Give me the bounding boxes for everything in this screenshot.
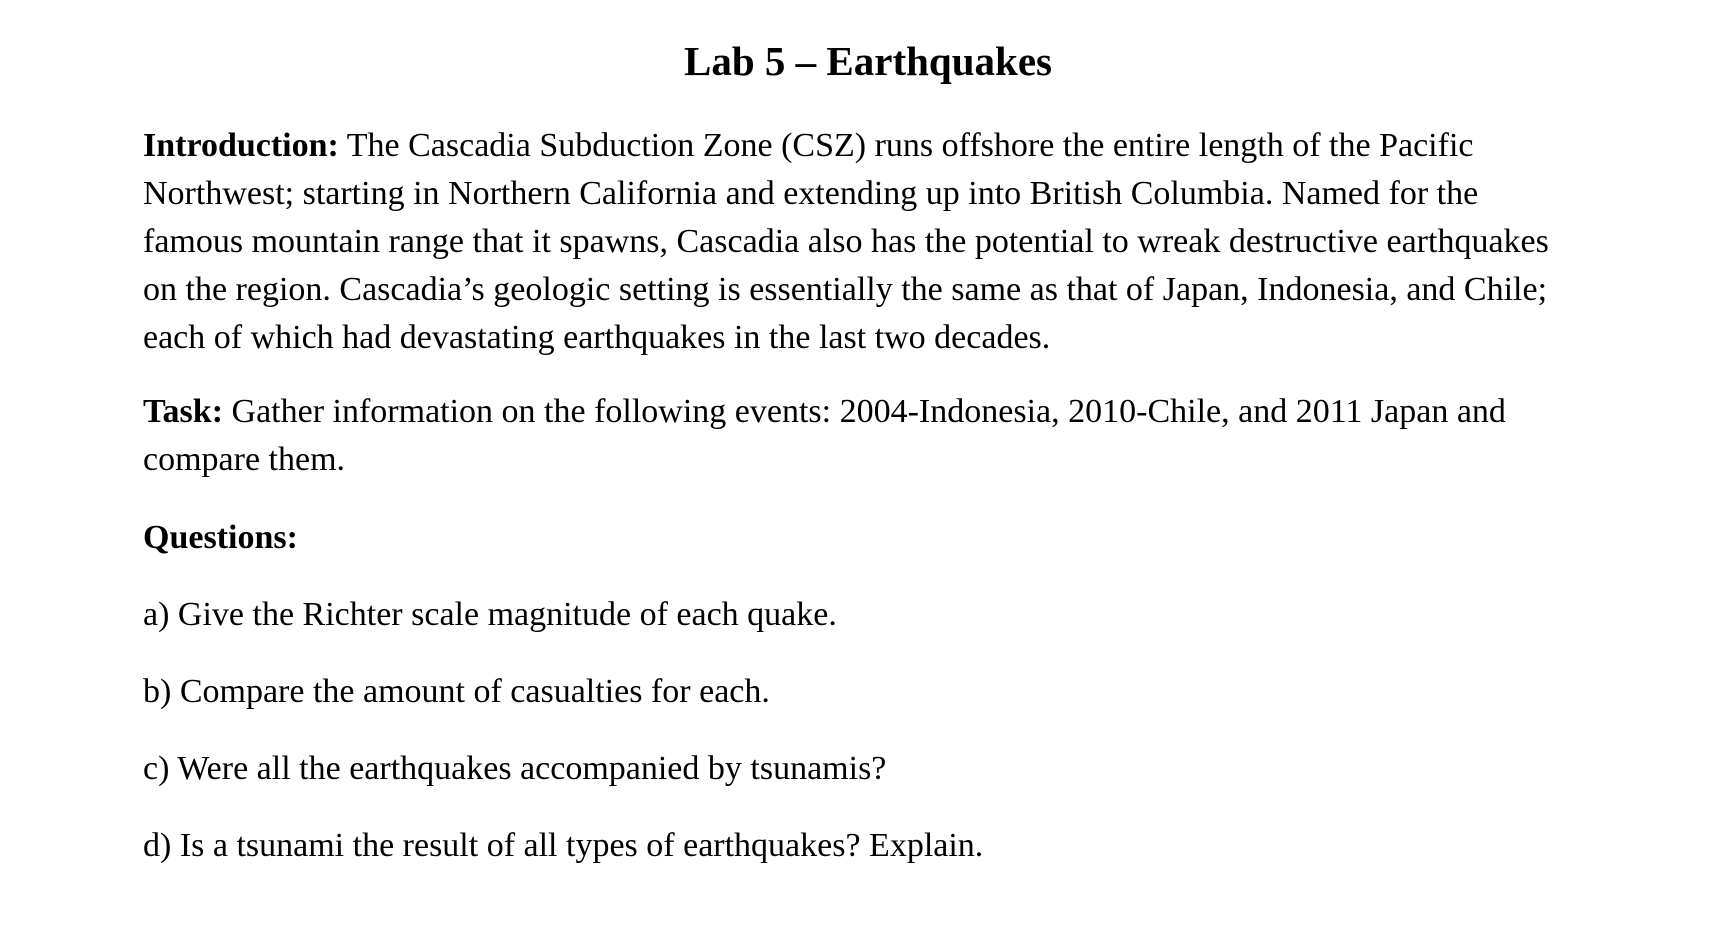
task-label: Task: bbox=[143, 393, 224, 430]
task-paragraph bbox=[143, 388, 1563, 484]
introduction-text: The Cascadia Subduction Zone (CSZ) runs offshore the entire length of the Pacific Northwest; starting in Northern California and extending up into British Columbia. Named for the famous mountain range that it spawns, Cascadia also has the potential to wreak destructive earthquakes on the region. Cascadia’s geologic setting is essentially the same as that of Japan, Indonesia, and Chile; each of which had devastating earthquakes in the last two decades. bbox=[143, 127, 1549, 356]
questions-heading: Questions: bbox=[143, 519, 298, 556]
introduction-label: Introduction: bbox=[143, 127, 339, 164]
document-title: Lab 5 – Earthquakes bbox=[684, 38, 1052, 84]
task-text: Gather information on the following events: 2004-Indonesia, 2010-Chile, and 2011 Japan and compare them. bbox=[143, 393, 1506, 478]
question-a: a) Give the Richter scale magnitude of each quake. bbox=[143, 596, 837, 633]
introduction-paragraph bbox=[143, 122, 1553, 362]
question-c: c) Were all the earthquakes accompanied by tsunamis? bbox=[143, 750, 887, 787]
question-b: b) Compare the amount of casualties for each. bbox=[143, 673, 770, 710]
document-body bbox=[143, 122, 1563, 870]
question-d: d) Is a tsunami the result of all types of earthquakes? Explain. bbox=[143, 827, 984, 864]
